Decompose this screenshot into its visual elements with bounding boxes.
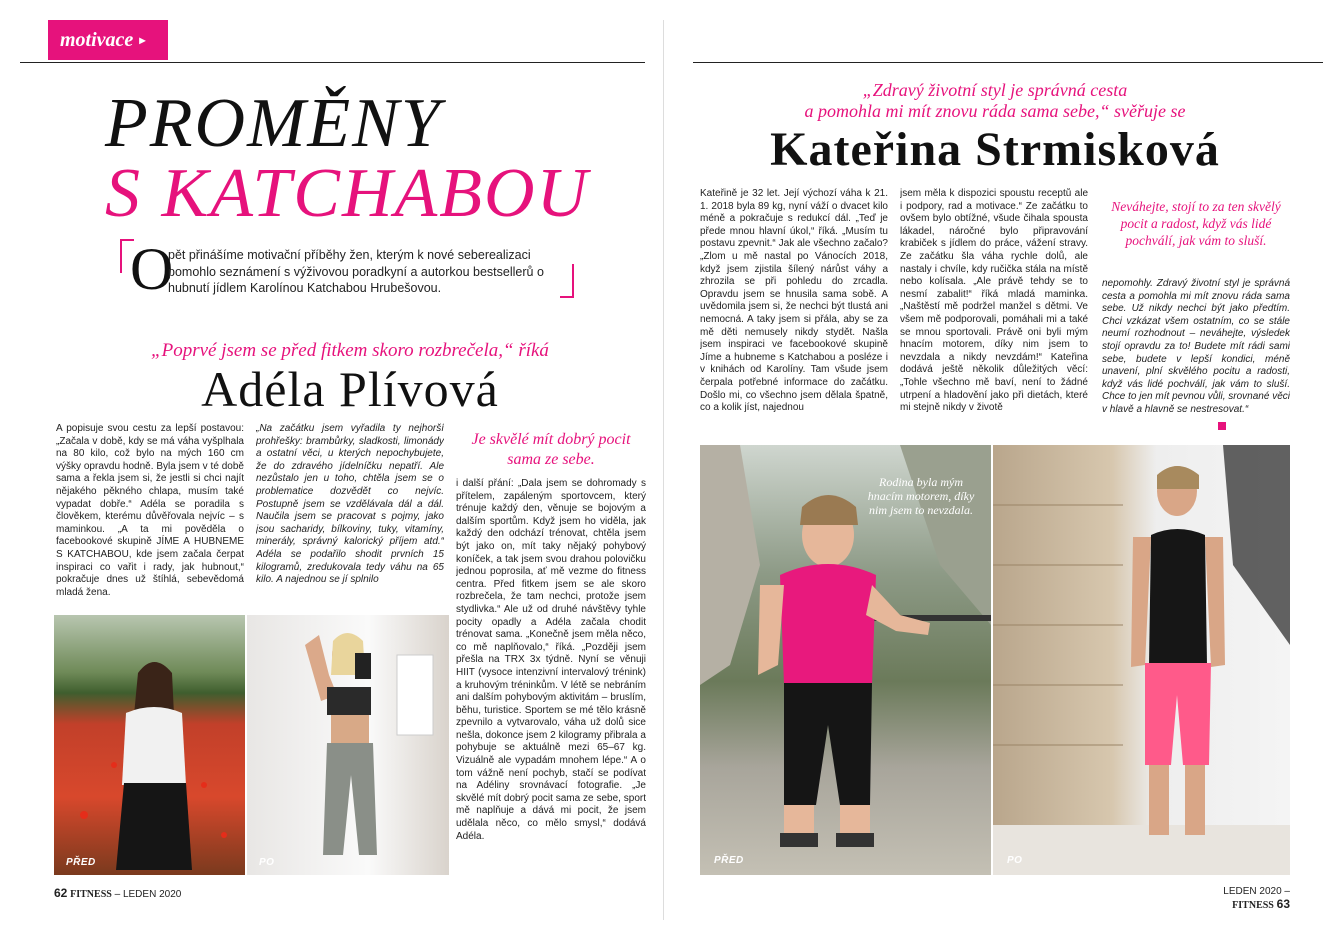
page-number-right: 63	[1276, 897, 1290, 911]
folio-issue-right: LEDEN 2020 –	[1223, 886, 1290, 897]
photo-caption-after-left: PO	[259, 857, 275, 868]
article-column-6: nepomohly. Zdravý životní styl je správná cesta a pomohla mi mít znovu ráda sama sebe. Už nikdy nechci být jako předtím. Chci vzkázat všem ostatním, co se stále neumí rozhodnout – neváhejte, výsledek stojí opravdu za to! Budete mít rádi sami sebe, budete v lepší kondici, méně unavení, plní skvělého pocitu a radosti, když vás lidé pochválí, jak vám to sluší. Chce to jen mít pevnou vůli, srovnané věci v hlavě a hlavně se nestresovat.“	[1102, 278, 1290, 415]
article-column-5: jsem měla k dispozici spoustu receptů ale i podpory, rad a motivace.“ Ze začátku to ovšem bylo obtížné, všude čihala spousta lákadel, náročné bylo připravování krabiček s jídlem do práce, vážení stravy. Ze začátku šla váha rychle dolů, ale nastaly i chvíle, kdy ručička stála na místě nebo kolísala. „Ale právě tehdy se to nesmí zabalit!“ říká mladá maminka. „Naštěstí mě podržel manžel s dětmi. Ve všem mě podporovali, pomáhali mi a také se mnou sportovali. Právě oni byli mým hnacím motorem, díky nim jsem to nevzdala a nikdy nevzdám!“ Kateřina dodává ještě několik důležitých věcí: „Tohle všechno mě baví, není to žádné utrpení a hladovění jako při dietách, které mi stejně nikdy v životě	[900, 188, 1088, 414]
page-number-left: 62	[54, 886, 68, 900]
person-name-adela: Adéla Plívová	[201, 361, 499, 417]
folio-magazine-left: FITNESS	[70, 889, 112, 900]
photo-adela-after-figure	[247, 615, 449, 875]
person-quote-adela: „Poprvé jsem se před fitkem skoro rozbrečela,“ říká	[151, 340, 549, 361]
folio-issue-left: – LEDEN 2020	[114, 889, 182, 900]
section-tag	[48, 20, 168, 60]
pull-quote-right: Neváhejte, stojí to za ten skvělý pocit a radost, když vás lidé pochválí, jak vám to sluší.	[1111, 199, 1281, 248]
person-name-katerina: Kateřina Strmisková	[770, 123, 1220, 176]
pull-quote-left: Je skvělé mít dobrý pocit sama ze sebe.	[471, 431, 631, 468]
photo-caption-before-left: PŘED	[66, 857, 96, 868]
photo-adela-before-figure	[54, 615, 245, 875]
folio-right	[1180, 886, 1290, 911]
end-mark	[1218, 422, 1226, 430]
photo-katerina-before	[700, 445, 991, 875]
headline-line-2: S KATCHABOU	[105, 155, 590, 232]
photo-katerina-after-figure	[993, 445, 1290, 875]
article-column-4: Kateřině je 32 let. Její výchozí váha k 21. 1. 2018 byla 89 kg, nyní váží o dvacet kilo méně a pokračuje s redukcí dál. „Teď je přede mnou hlavní úkol,“ říká. „Musím tu postavu zpevnit.“ Jak ale všechno začalo? „Zlom u mě nastal po Vánocích 2018, když jsem zjistila šílený nárůst váhy a zhrozila se při pohledu do zrcadla. Opravdu jsem se hnusila sama sobě. A uvědomila jsem si, že nechci být tlustá ani nemocná. A taky jsem si přála, aby se za mě děti nemusely nikdy stydět. Našla jsem inspiraci ve facebookové skupině Jíme a hubneme s Katchabou a posléze i v knihách od Karolíny. Tam všude jsem čerpala potřebné informace do začátku. Došlo mi, co všechno jsem dělala špatně, co a kolik jíst, najednou	[700, 188, 888, 414]
article-column-1: A popisuje svou cestu za lepší postavou: „Začala v době, kdy se má váha vyšplhala na 80 kilo, což bylo na mých 160 cm výšky opravdu hodně. Byla jsem v té době sama a řekla jsem si, že jestli si chci najít nějakého pěkného chlapa, musím také vypadat dobře.“ Adéla se poradila s člověkem, kterému důvěřovala nejvíc – s maminkou. „A ta mi pověděla o facebookové skupině JÍME A HUBNEME S KATCHABOU, kde jsem začala čerpat inspiraci co vařit i rady, jak hubnout,“ pokračuje dnes už štíhlá, sebevědomá mladá žena.	[56, 423, 244, 598]
headline-line-1: PROMĚNY	[105, 85, 442, 162]
person-quote-katerina-line-1: „Zdravý životní styl je správná cesta	[862, 80, 1128, 100]
photo-katerina-after	[993, 445, 1290, 875]
chevron-right-icon: ▸	[139, 32, 146, 47]
article-column-2: „Na začátku jsem vyřadila ty nejhorší prohřešky: brambůrky, sladkosti, limonády a ostatní věci, u kterých nepochybujete, že do zdravého jídelníčku nepatří. Ale nezůstalo jen u toho, chtěla jsem se o problematice dozvědět co nejvíc. Postupně jsem se vzdělávala dál a dál. Naučila jsem se pracovat s pojmy, jako jsou sacharidy, bílkoviny, tuky, vitamíny, minerály, správný kalorický příjem atd.“ Adéla se podařilo shodit prvních 15 kilogramů, zredukovala tedy váhu na 65 kilo. A najednou se jí splnilo	[256, 423, 444, 586]
intro-dropcap: O	[130, 236, 174, 302]
photo-caption-after-right: PO	[1007, 855, 1023, 866]
folio-magazine-right: FITNESS	[1232, 900, 1274, 911]
photo-adela-before	[54, 615, 245, 875]
intro-text: pět přinášíme motivační příběhy žen, kterým k nové seberealizaci pomohlo seznámení s výživovou poradkyní a autorkou bestsellerů o hubnutí jídlem Karolínou Katchabou Hrubešovou.	[168, 248, 544, 295]
photo-adela-after	[247, 615, 449, 875]
folio-left	[54, 886, 181, 900]
header-rule-left	[20, 62, 645, 63]
person-quote-katerina-line-2: a pomohla mi mít znovu ráda sama sebe,“ svěřuje se	[804, 101, 1186, 121]
photo-caption-before-right: PŘED	[714, 855, 744, 866]
section-tag-label: motivace	[60, 28, 134, 51]
photo-caption-family: Rodina byla mým hnacím motorem, díky nim jsem to nevzdala.	[867, 475, 975, 517]
header-rule-right	[693, 62, 1323, 63]
person-quote-katerina	[700, 80, 1290, 122]
article-column-3: i další přání: „Dala jsem se dohromady s přítelem, zapáleným sportovcem, který trénuje každý den, věnuje se bojovým a dalším sportům. Když jsem ho viděla, jak každý den odchází trénovat, chtěla jsem být jako on, mít taky nějaký pohybový koníček, a tak jsem svou drahou polovičku jednou poprosila, ať mě vezme do fitness centra. Před fitkem jsem se ale skoro rozbrečela, že tam nechci, protože jsem stydlivka.“ Ale už od druhé návštěvy tyhle pocity opadly a Adéla začala chodit trénovat sama. „Konečně jsem měla něco, co mě naplňovalo,“ říká. „Později jsem přešla na TRX 3x týdně. Nyní se věnuji HIIT (vysoce intenzivní intervalový trénink) a kruhovým tréninkům. V létě se nebráním ani dalším pohybovým aktivitám – bruslím, běhu, turistice. Sportem se mé tělo krásně zpevnilo a vytvarovalo, váha už dolů sice nešla, dokonce jsem 2 kilogramy přibrala a pohybuje se aktuálně mezi 65–67 kg. Vizuálně ale vypadám mnohem lépe.“ A o tom vážně není pochyb, stačí se podívat na Adéliny srovnávací fotografie. „Je skvělé mít dobrý pocit sama ze sebe, sport mě naplňuje a dává mi pocit, že jsem udělala něco, co mělo smysl,“ dodává Adéla.	[456, 478, 646, 842]
